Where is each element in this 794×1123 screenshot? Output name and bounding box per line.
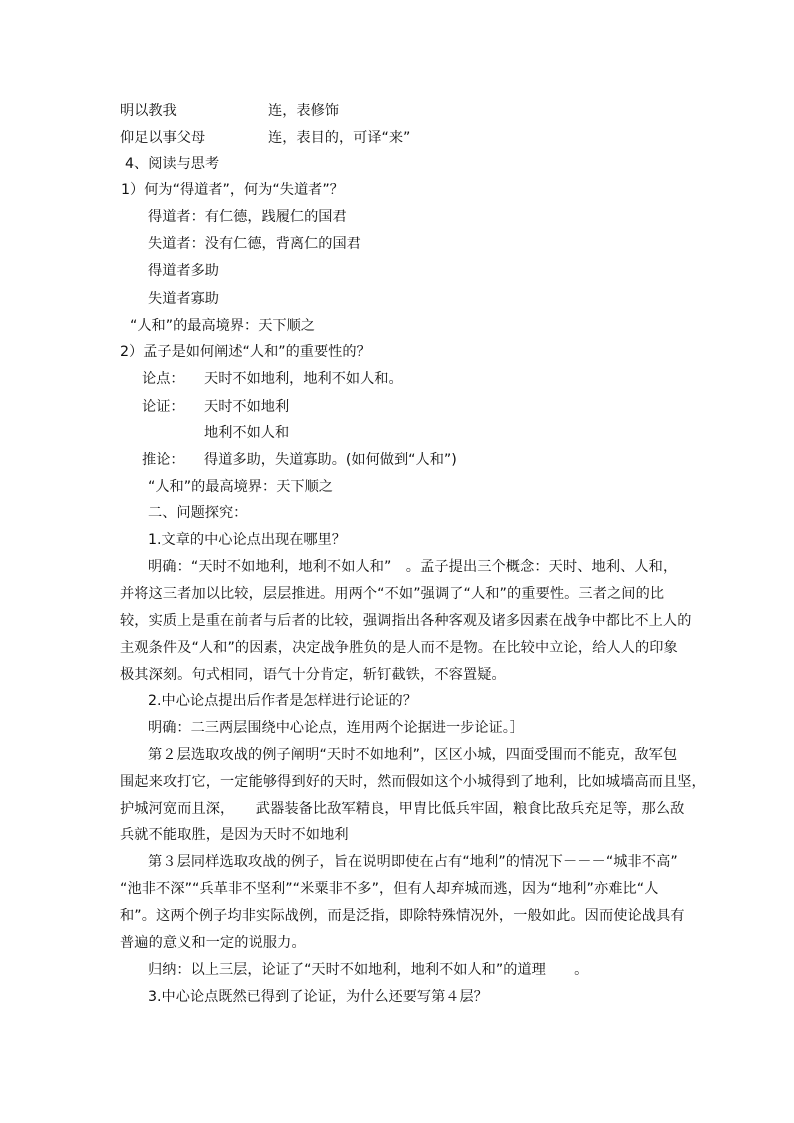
layer2-line: 围起来攻打它，一定能够得到好的天时，然而假如这个小城得到了地利，比如城墙高而且坚， bbox=[120, 774, 706, 790]
vocab-note: 连，表目的，可译“来” bbox=[268, 130, 411, 146]
layer3-line: 和”。这两个例子均非实际战例，而是泛指，即除特殊情况外，一般如此。因而使论战具有 bbox=[120, 908, 685, 924]
question-fourth-layer: 3.中心论点既然已得到了论证，为什么还要写第４层？ bbox=[148, 989, 488, 1005]
layer2-line: 第２层选取攻战的例子阐明“天时不如地利”，区区小城，四面受围而不能克，敌军包 bbox=[148, 747, 678, 763]
part2-heading: 二、问题探究： bbox=[148, 505, 248, 521]
vocab-word: 仰足以事父母 bbox=[120, 130, 206, 146]
vocab-note: 连，表修饰 bbox=[268, 103, 339, 119]
renhe-line: “人和”的最高境界：天下顺之 bbox=[148, 479, 333, 495]
answer-paragraph-line: 并将这三者加以比较，层层推进。用两个“不如”强调了“人和”的重要性。三者之间的比 bbox=[120, 586, 665, 602]
lundian-label: 论点： bbox=[142, 371, 185, 387]
lunzheng-label: 论证： bbox=[142, 399, 185, 415]
layer2-line: 兵就不能取胜，是因为天时不如地利 bbox=[120, 827, 349, 843]
section-heading: 4、阅读与思考 bbox=[125, 156, 220, 172]
question-1: 1）何为“得道者”，何为“失道者”？ bbox=[121, 182, 344, 198]
layer3-line: 普遍的意义和一定的说服力。 bbox=[120, 935, 306, 951]
question-argument-method: 2.中心论点提出后作者是怎样进行论证的？ bbox=[148, 693, 417, 709]
layer3-line: “池非不深”“兵革非不坚利”“米粟非不多”，但有人却弃城而逃，因为“地利”亦难比“人 bbox=[120, 881, 659, 897]
layer2-line: 护城河宽而且深， 武器装备比敌军精良，甲胄比低兵牢固，粮食比敌兵充足等，那么敌 bbox=[120, 801, 685, 817]
answer-line: 失道者：没有仁德，背离仁的国君 bbox=[148, 236, 361, 252]
summary-line: 归纳：以上三层，论证了“天时不如地利，地利不如人和”的道理 。 bbox=[148, 962, 589, 978]
lunzheng-value: 天时不如地利 bbox=[204, 399, 290, 415]
renhe-line: “人和”的最高境界：天下顺之 bbox=[130, 318, 315, 334]
answer-paragraph-line: 主观条件及“人和”的因素，决定战争胜负的是人而不是物。在比较中立论，给人人的印象 bbox=[120, 640, 678, 656]
answer-line: 得道者：有仁德，践履仁的国君 bbox=[148, 209, 347, 225]
tuilun-value: 得道多助，失道寡助。(如何做到“人和”) bbox=[204, 452, 457, 468]
question-2: 2）孟子是如何阐述“人和”的重要性的？ bbox=[120, 344, 371, 360]
vocab-word: 明以教我 bbox=[120, 103, 177, 119]
tuilun-label: 推论： bbox=[142, 452, 185, 468]
lundian-value: 天时不如地利，地利不如人和。 bbox=[204, 371, 403, 387]
answer-paragraph-line: 较，实质上是重在前者与后者的比较，强调指出各种客观及诸多因素在战争中都比不上人的 bbox=[120, 613, 692, 629]
answer-line: 得道者多助 bbox=[148, 263, 219, 279]
layer3-line: 第３层同样选取攻战的例子，旨在说明即使在占有“地利”的情况下－－－“城非不高” bbox=[148, 854, 678, 870]
answer-paragraph-line: 极其深刻。句式相同，语气十分肯定，斩钉截铁，不容置疑。 bbox=[120, 667, 506, 683]
answer-intro: 明确：二三两层围绕中心论点，连用两个论据进一步论证。］ bbox=[148, 720, 524, 736]
question-center-thesis: 1.文章的中心论点出现在哪里？ bbox=[148, 532, 346, 548]
answer-paragraph-line: 明确：“天时不如地利，地利不如人和” 。孟子提出三个概念：天时、地利、人和， bbox=[148, 559, 678, 575]
lunzheng-value: 地利不如人和 bbox=[204, 425, 290, 441]
answer-line: 失道者寡助 bbox=[148, 291, 219, 307]
